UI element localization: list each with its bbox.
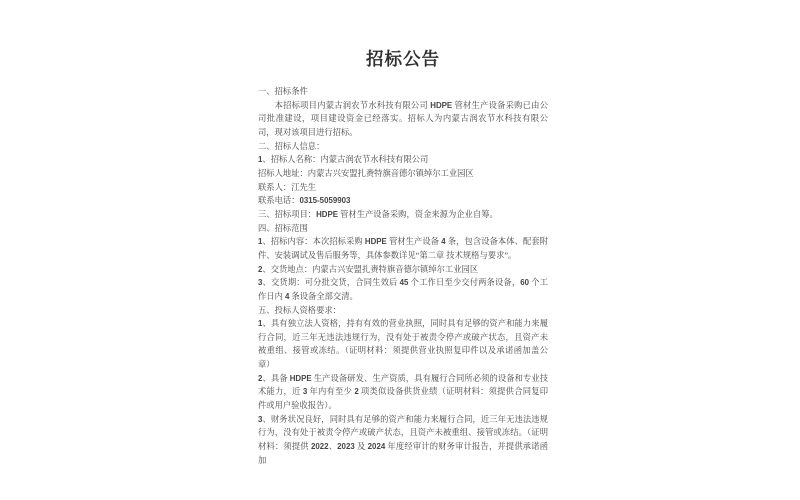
document-body: [258, 85, 548, 467]
document-title: 招标公告: [366, 49, 440, 69]
doc-paragraph-delivery-time: 3、交货期：可分批交货，合同生效后 45 个工作日至少交付两条设备，60 个工作日内 4 条设备全部交清。: [258, 278, 549, 301]
doc-paragraph-heading-5: 五、投标人资格要求：: [258, 305, 341, 315]
doc-paragraph-tenderer-address: 招标人地址：内蒙古兴安盟扎赉特旗音德尔镇绰尔工业园区: [258, 168, 474, 178]
doc-paragraph-heading-1: 一、招标条件: [258, 87, 308, 96]
doc-paragraph-heading-3: 三、招标项目：HDPE 管材生产设备采购，资金来源为企业自筹。: [258, 209, 498, 219]
doc-paragraph-delivery-place: 2、交货地点：内蒙古兴安盟扎赉特旗音德尔镇绰尔工业园区: [258, 264, 479, 274]
document-content-column: [258, 46, 548, 467]
doc-paragraph-contact-person: 联系人：江先生: [258, 182, 317, 192]
doc-paragraph-tenderer-name: 1、招标人名称：内蒙古润农节水科技有限公司: [258, 155, 429, 165]
doc-paragraph-qualification-1: 1、具有独立法人资格，持有有效的营业执照，同时具有足够的资产和能力来履行合同，近三年无违法违规行为，没有处于被责令停产或破产状态，且资产未被重组、接管或冻结。（证明材料：须提供营业执照复印件以及承诺函加盖公章）: [258, 319, 548, 370]
doc-paragraph-contact-phone: 联系电话：0315-5059903: [258, 196, 351, 206]
doc-paragraph-heading-2: 二、招标人信息：: [258, 141, 325, 151]
doc-paragraph-scope-content: 1、招标内容：本次招标采购 HDPE 管材生产设备 4 条，包含设备本体、配套附件、安装调试及售后服务等，具体参数详见“第二章 技术规格与要求”。: [258, 237, 549, 260]
doc-paragraph-qualification-3: 3、财务状况良好，同时具有足够的资产和能力来履行合同，近三年无违法违规行为，没有处于被责令停产或破产状态，且资产未被重组、接管或冻结。（证明材料：须提供 2022、2023 及 2024 年度经审计的财务审计报告，并提供承诺函加: [258, 414, 548, 465]
doc-paragraph-heading-4: 四、招标范围: [258, 223, 308, 233]
doc-paragraph-intro: 本招标项目内蒙古润农节水科技有限公司 HDPE 管材生产设备采购已由公司批准建设，项目建设资金已经落实。招标人为内蒙古润农节水科技有限公司，现对该项目进行招标。: [258, 100, 549, 137]
doc-paragraph-qualification-2: 2、具备 HDPE 生产设备研发、生产资质，具有履行合同所必须的设备和专业技术能力，近 3 年内有至少 2 项类似设备供货业绩（证明材料：须提供合同复印件或用户验收报告）。: [258, 373, 549, 411]
